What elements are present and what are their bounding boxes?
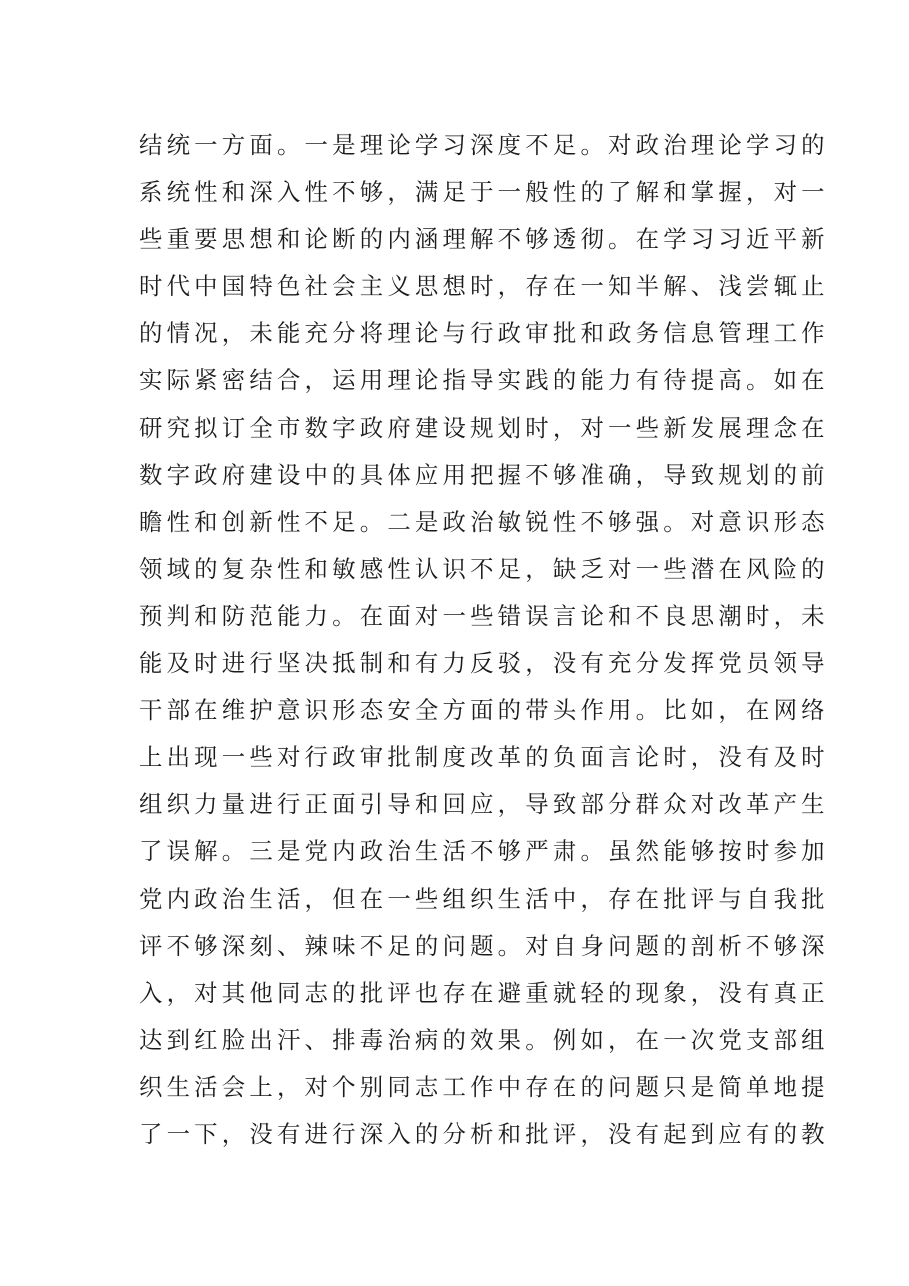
text-line: 了一下，没有进行深入的分析和批评，没有起到应有的教 — [139, 1119, 829, 1148]
text-line: 评不够深刻、辣味不足的问题。对自身问题的剖析不够深 — [139, 931, 829, 960]
text-line: 研究拟订全市数字政府建设规划时，对一些新发展理念在 — [139, 413, 829, 442]
text-line: 数字政府建设中的具体应用把握不够准确，导致规划的前 — [139, 460, 829, 489]
text-line: 结统一方面。一是理论学习深度不足。对政治理论学习的 — [139, 131, 829, 159]
text-line: 预判和防范能力。在面对一些错误言论和不良思潮时，未 — [139, 601, 829, 630]
text-line: 能及时进行坚决抵制和有力反驳，没有充分发挥党员领导 — [139, 649, 829, 678]
text-line: 实际紧密结合，运用理论指导实践的能力有待提高。如在 — [139, 366, 829, 395]
text-line: 入，对其他同志的批评也存在避重就轻的现象，没有真正 — [139, 978, 829, 1007]
text-line: 织生活会上，对个别同志工作中存在的问题只是简单地提 — [139, 1072, 829, 1101]
text-line: 些重要思想和论断的内涵理解不够透彻。在学习习近平新 — [139, 225, 829, 254]
text-line: 时代中国特色社会主义思想时，存在一知半解、浅尝辄止 — [139, 272, 829, 301]
text-line: 了误解。三是党内政治生活不够严肃。虽然能够按时参加 — [139, 837, 829, 866]
text-line: 组织力量进行正面引导和回应，导致部分群众对改革产生 — [139, 790, 829, 819]
text-line: 达到红脸出汗、排毒治病的效果。例如，在一次党支部组 — [139, 1025, 829, 1054]
text-line: 系统性和深入性不够，满足于一般性的了解和掌握，对一 — [139, 178, 829, 207]
text-line: 上出现一些对行政审批制度改革的负面言论时，没有及时 — [139, 743, 829, 772]
text-line: 瞻性和创新性不足。二是政治敏锐性不够强。对意识形态 — [139, 507, 829, 536]
text-line: 干部在维护意识形态安全方面的带头作用。比如，在网络 — [139, 696, 829, 725]
text-line: 党内政治生活，但在一些组织生活中，存在批评与自我批 — [139, 884, 829, 913]
text-line: 的情况，未能充分将理论与行政审批和政务信息管理工作 — [139, 319, 829, 348]
body-text — [139, 122, 829, 1158]
text-line: 领域的复杂性和敏感性认识不足，缺乏对一些潜在风险的 — [139, 554, 829, 583]
